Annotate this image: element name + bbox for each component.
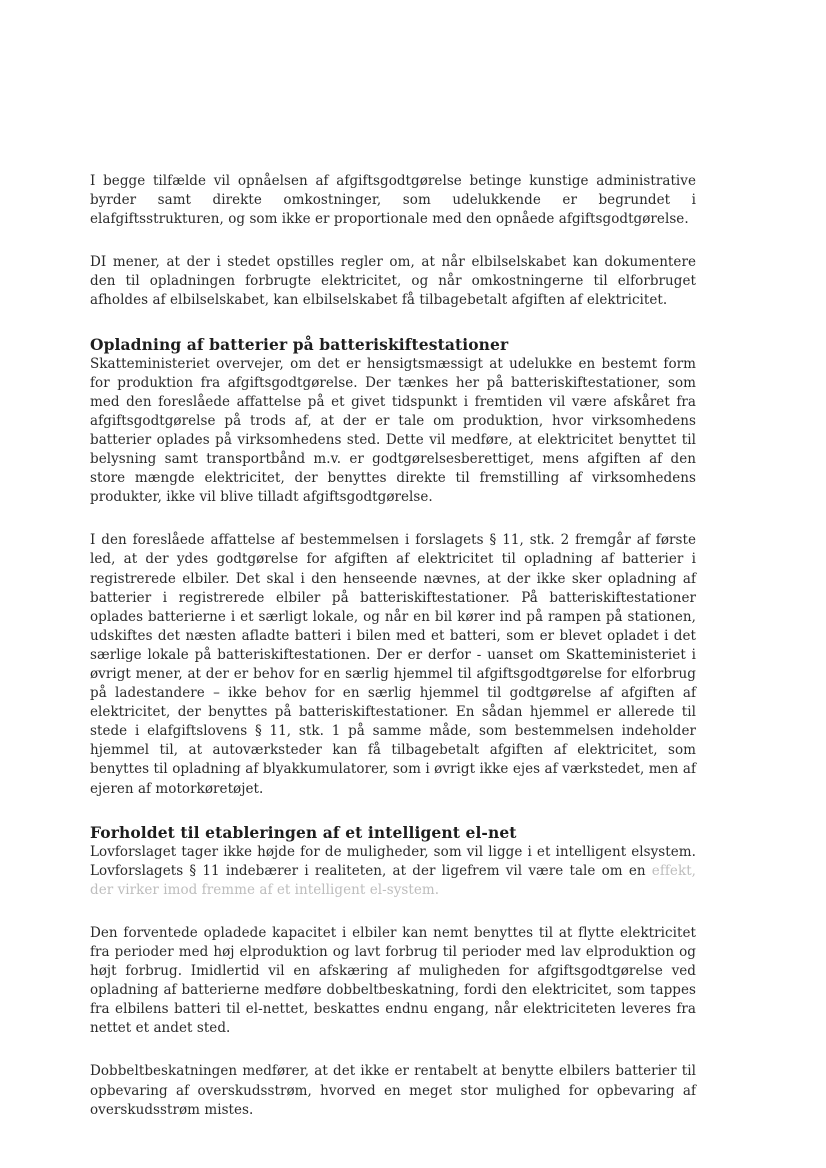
paragraph-smart-grid-faded-text: effekt, der virker imod fremme af et intelligent el-system.	[90, 862, 697, 898]
paragraph-di-proposal: DI mener, at der i stedet opstilles regler om, at når elbilselskabet kan dokumentere den til opladningen forbrugte elektricitet, og når omkostningerne til elforbruget afholdes af elbilselskabet, kan elbilselskabet få tilbagebetalt afgiften af elektricitet.	[90, 254, 696, 309]
paragraph-administrative-burdens: I begge tilfælde vil opnåelsen af afgiftsgodtgørelse betinge kunstige administrative byrder samt direkte omkostninger, som udelukkende er begrundet i elafgiftsstrukturen, og som ikke er proportionale med den opnåede afgiftsgodtgørelse.	[90, 173, 696, 228]
paragraph-section-11-wording: I den foreslåede affattelse af bestemmelsen i forslagets § 11, stk. 2 fremgår af første led, at der ydes godtgørelse for afgiften af elektricitet til opladning af batterier i registrerede elbiler. Det skal i den henseende nævnes, at der ikke sker opladning af batterier i registrerede elbiler på batteriskiftestationer. På batteriskiftestationer oplades batterierne i et særligt lokale, og når en bil kører ind på rampen på stationen, udskiftes det næsten afladte batteri i bilen med et batteri, som er blevet opladet i det særlige lokale på batteriskiftestationen. Der er derfor - uanset om Skatteministeriet i øvrigt mener, at der er behov for en særlig hjemmel til afgiftsgodtgørelse for elforbrug på ladestandere – ikke behov for en særlig hjemmel til godtgørelse af afgiften af elektricitet, der benyttes på batteriskiftestationer. En sådan hjemmel er allerede til stede i elafgiftslovens § 11, stk. 1 på samme måde, som bestemmelsen indeholder hjemmel til, at autoværksteder kan få tilbagebetalt afgiften af elektricitet, som benyttes til opladning af blyakkumulatorer, som i øvrigt ikke ejes af værkstedet, men af ejeren af motorkøretøjet.	[90, 532, 696, 797]
paragraph-battery-swap-stations: Skatteministeriet overvejer, om det er hensigtsmæssigt at udelukke en bestemt form for produktion fra afgiftsgodtgørelse. Der tænkes her på batteriskiftestationer, som med den foreslåede affattelse på et givet tidspunkt i fremtiden vil være afskåret fra afgiftsgodtgørelse på trods af, at der er tale om produktion, hvor virksomhedens batterier oplades på virksomhedens sted. Dette vil medføre, at elektricitet benyttet til belysning samt transportbånd m.v. er godtgørelsesberettiget, mens afgiften af den store mængde elektricitet, der benyttes direkte til fremstilling af virksomhedens produkter, ikke vil blive tilladt afgiftsgodtgørelse.	[90, 355, 696, 506]
paragraph-smart-grid-text: Lovforslaget tager ikke højde for de muligheder, som vil ligge i et intelligent elsystem. Lovforslagets § 11 indebærer i realiteten, at der ligefrem vil være tale om en	[90, 843, 696, 879]
paragraph-capacity-shift: Den forventede opladede kapacitet i elbiler kan nemt benyttes til at flytte elektricitet fra perioder med høj elproduktion og lavt forbrug til perioder med lav elproduktion og højt forbrug. Imidlertid vil en afskæring af muligheden for afgiftsgodtgørelse ved opladning af batterierne medføre dobbeltbeskatning, fordi den elektricitet, som tappes fra elbilens batteri til el-nettet, beskattes endnu engang, når elektriciteten leveres fra nettet et andet sted.	[90, 924, 696, 1037]
paragraph-smart-grid	[90, 843, 696, 900]
section-heading-battery-swap: Opladning af batterier på batteriskiftestationer	[90, 334, 509, 354]
paragraph-double-taxation: Dobbeltbeskatningen medfører, at det ikke er rentabelt at benytte elbilers batterier til opbevaring af overskudsstrøm, hvorved en meget stor mulighed for opbevaring af overskudsstrøm mistes.	[90, 1063, 696, 1118]
section-heading-smart-grid: Forholdet til etableringen af et intelligent el-net	[90, 822, 517, 842]
document-body	[90, 172, 696, 1144]
